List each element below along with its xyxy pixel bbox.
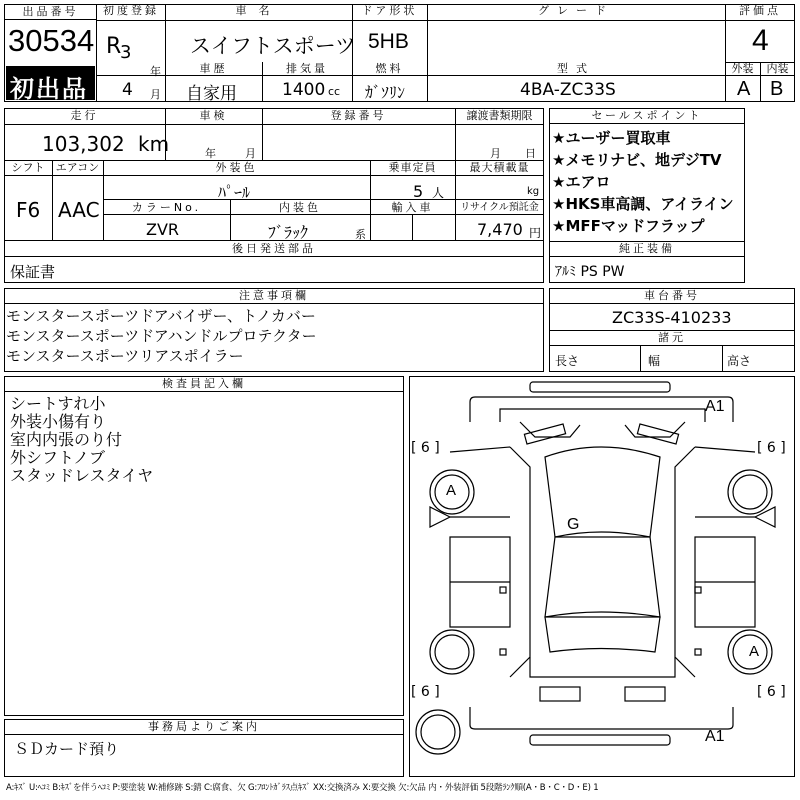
tread-rl: [ 6 ]: [411, 684, 440, 700]
car-diagram: [409, 376, 795, 777]
score-value: 4: [752, 24, 769, 57]
fuel-label: 燃料: [375, 62, 404, 75]
dims-label: 諸元: [658, 331, 686, 344]
inspector-item: スタッドレスタイヤ: [10, 466, 154, 485]
mileage-unit: km: [138, 132, 170, 156]
lot-number-label: 出品番号: [5, 5, 96, 20]
insp-month: 月: [245, 147, 256, 160]
sales-item: ★HKS車高調、アイライン: [552, 195, 734, 213]
equipment-label: 純正装備: [619, 242, 675, 255]
mark-wheel-fl: A: [446, 482, 457, 499]
mark-a1-top: A1: [705, 398, 725, 415]
note-item: モンスタースポーツリアスポイラー: [6, 347, 244, 365]
inspector-item: シートすれ小: [10, 394, 106, 413]
inspection-label: 車検: [199, 109, 228, 122]
length-label: 長さ: [555, 354, 580, 368]
displacement-label: 排気量: [286, 62, 328, 75]
sales-item: ★メモリナビ、地デジTV: [552, 151, 722, 169]
inspector-item: 外装小傷有り: [10, 412, 107, 431]
reg-year: 3: [120, 42, 132, 63]
dims-v1: [640, 346, 641, 372]
spec-hline4: [103, 176, 544, 200]
sales-label: セールスポイント: [550, 109, 744, 124]
dims-v2: [722, 346, 723, 372]
interior-label: 内装色: [279, 201, 321, 214]
reg-month-unit: 月: [150, 88, 161, 101]
width-label: 幅: [648, 354, 661, 368]
regno-label: 登録番号: [330, 109, 387, 122]
model-value: 4BA-ZC33S: [520, 80, 616, 100]
int-grade-label: 内装: [766, 62, 789, 75]
lot-number: 30534: [8, 23, 95, 58]
legend: A:ｷｽﾞ U:ﾍｺﾐ B:ｷｽﾞを伴うﾍｺﾐ P:要塗装 W:補修跡 S:錆 C:腐食、欠 G:ﾌﾛﾝﾄｶﾞﾗｽ点ｷｽﾞ XX:交換済み X:要交換 欠:欠品 内・外装評価 5段階ﾗﾝｸ順(A・B・C・D・E) 1: [6, 783, 599, 793]
shift-value: F6: [16, 198, 41, 222]
office-label: 事務局よりご案内: [5, 720, 403, 735]
mark-g: G: [567, 516, 580, 533]
insp-year: 年: [205, 147, 216, 160]
load-label: 最大積載量: [469, 161, 530, 174]
ext-grade: A: [737, 78, 751, 100]
inspector-label: 検査員記入欄: [5, 377, 403, 392]
ac-value: AAC: [58, 198, 100, 222]
inspector-item: 室内内張のり付: [10, 430, 123, 449]
first-listing-label: 初出品: [10, 75, 88, 103]
displacement-value: 1400: [282, 80, 326, 100]
office-value: ＳＤカード預り: [14, 740, 120, 758]
door-type: 5HB: [368, 30, 409, 53]
car-name: スイフトスポーツ: [190, 34, 356, 58]
tread-rr: [ 6 ]: [757, 684, 786, 700]
ext-grade-label: 外装: [731, 62, 754, 75]
height-label: 高さ: [727, 354, 752, 368]
equipment-value: ｱﾙﾐ PS PW: [555, 264, 625, 280]
reg-year-unit: 年: [150, 65, 161, 78]
fuel-value: ｶﾞｿﾘﾝ: [365, 83, 406, 102]
car-name-label: 車名: [235, 4, 282, 17]
tread-fr: [ 6 ]: [757, 440, 786, 456]
sales-item: ★ユーザー買取車: [552, 129, 671, 147]
displacement-unit: cc: [328, 85, 341, 98]
sales-item: ★エアロ: [552, 173, 611, 191]
spec-v-import2: [412, 215, 413, 241]
transfer-month: 月: [490, 147, 501, 160]
capacity-label: 乗車定員: [388, 161, 437, 174]
inspector-item: 外シフトノブ: [10, 448, 106, 467]
mileage-label: 走行: [70, 109, 99, 122]
capacity-unit: 人: [432, 186, 445, 200]
int-grade: B: [770, 78, 784, 100]
color-value: ﾊﾟｰﾙ: [218, 183, 251, 202]
capacity-value: 5: [413, 182, 424, 201]
chassis-label: 車台番号: [550, 289, 794, 304]
recycle-value: 7,470: [477, 220, 523, 239]
score-label: 評価点: [739, 4, 781, 17]
interior-suffix: 系: [355, 228, 366, 241]
transfer-label: 譲渡書類期限: [466, 109, 533, 122]
later-parts-value: 保証書: [10, 263, 56, 281]
mark-wheel-rr: A: [749, 643, 760, 660]
chassis-value: ZC33S-410233: [612, 308, 732, 327]
mark-a1-bottom: A1: [705, 728, 725, 745]
sales-list: [552, 127, 734, 237]
recycle-label: リサイクル預託金: [460, 202, 539, 213]
reg-month: 4: [122, 80, 133, 100]
note-item: モンスタースポーツドアバイザー、トノカバー: [6, 307, 316, 325]
reg-era: R: [106, 34, 122, 59]
colorno-value: ZVR: [146, 220, 180, 239]
recycle-unit: 円: [529, 226, 542, 240]
mileage-value: 103,302: [42, 132, 125, 156]
reg-label: 初度登録: [103, 4, 159, 17]
history-label: 車歴: [199, 62, 228, 75]
sales-item: ★MFFマッドフラップ: [552, 217, 705, 235]
color-label: 外装色: [215, 161, 258, 174]
grade-label: グレード: [538, 4, 614, 17]
car-outline: [410, 377, 793, 775]
model-label: 型式: [557, 62, 595, 75]
interior-value: ﾌﾞﾗｯｸ: [268, 223, 309, 242]
import-label: 輸入車: [391, 201, 434, 214]
transfer-day: 日: [525, 147, 536, 160]
load-unit: kg: [527, 186, 540, 197]
ac-label: エアコン: [55, 161, 100, 174]
colorno-label: カラーNo.: [131, 201, 202, 214]
note-item: モンスタースポーツドアハンドルプロテクター: [6, 327, 317, 345]
notes-label: 注意事項欄: [5, 289, 543, 304]
history-value: 自家用: [186, 84, 237, 104]
tread-fl: [ 6 ]: [411, 440, 440, 456]
later-parts-label: 後日発送部品: [232, 242, 316, 255]
shift-label: シフト: [11, 161, 45, 174]
door-label: ドア形状: [361, 4, 418, 17]
